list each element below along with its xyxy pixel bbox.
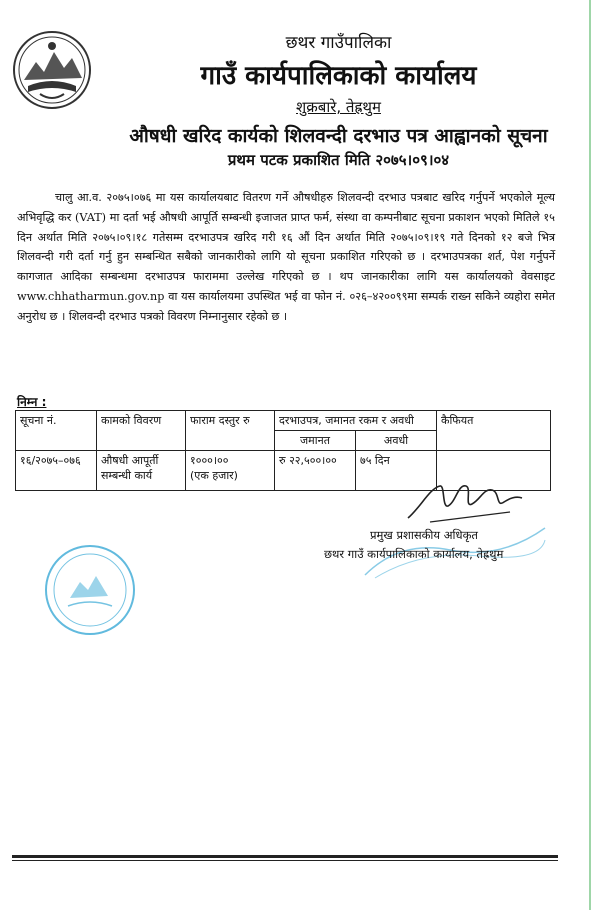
signatory-office: छथर गाउँ कार्यपालिकाको कार्यालय, तेह्रथुम — [324, 547, 504, 561]
cell-form-fee — [186, 451, 275, 491]
notice-paragraph: चालु आ.व. २०७५।०७६ मा यस कार्यालयबाट वितरण गर्ने औषधीहरु शिलवन्दी दरभाउ पत्रबाट खरिद गर्नुपर्ने भएकोले मूल्य अभिवृद्धि कर (VAT) मा दर्ता भई औषधी आपूर्ति सम्बन्धी इजाजत प्राप्त फर्म, संस्था वा कम्पनीबाट सूचना प्रकाशन भएको मितिले १५ दिन अर्थात मिति २०७५।०९।१८ गतेसम्म दरभाउपत्र खरिद गरी १६ औं दिन अर्थात मिति २०७५।०९।१९ गते दिनको १२ बजे भित्र शिलवन्दी गरी दर्ता गर्नु हुन सम्बन्धित सबैको जानकारीको लागि यो सूचना प्रकाशित गरिएको छ । दरभाउपत्रका शर्त, पेश गर्नुपर्ने कागजात आदिका सम्बन्धमा दरभाउपत्र फाराममा उल्लेख गरिएको छ । थप जानकारीका लागि यस कार्यालयको वेवसाइट www.chhatharmun.gov.np वा यस कार्यालयमा उपस्थित भई वा फोन नं. ०२६–४२००९९मा सम्पर्क राख्न सकिने व्यहोरा समेत अनुरोध छ । शिलवन्दी दरभाउ पत्रको विवरण निम्नानुसार रहेको छ । — [17, 191, 555, 323]
office-stamp-left — [40, 540, 140, 640]
cell-work-desc: औषधी आपूर्ती सम्बन्धी कार्य — [97, 451, 186, 491]
cell-notice-no: १६/२०७५–०७६ — [16, 451, 97, 491]
cell-security: रु २२,५००।०० — [275, 451, 356, 491]
header-duration: अवधी — [356, 431, 437, 451]
header-work-desc: कामको विवरण — [97, 411, 186, 451]
cell-duration: ७५ दिन — [356, 451, 437, 491]
header-notice-no: सूचना नं. — [16, 411, 97, 451]
details-label: निम्न : — [17, 395, 47, 409]
form-fee-words: (एक हजार) — [190, 469, 238, 482]
office-name: गाउँ कार्यपालिकाको कार्यालय — [200, 61, 477, 91]
header-form-fee: फाराम दस्तुर रु — [186, 411, 275, 451]
table-header-row — [16, 411, 551, 431]
notice-title: औषधी खरिद कार्यको शिलवन्दी दरभाउ पत्र आह्वानको सूचना — [129, 125, 548, 147]
signatory-title: प्रमुख प्रशासकीय अधिकृत — [370, 528, 478, 542]
header-security: जमानत — [275, 431, 356, 451]
publish-date-line: प्रथम पटक प्रकाशित मिति २०७५।०९।०४ — [227, 151, 450, 169]
signature — [400, 478, 525, 526]
municipality-name: छथर गाउँपालिका — [285, 33, 392, 53]
footer-rule — [12, 855, 558, 861]
header-bid-group: दरभाउपत्र, जमानत रकम र अवधी — [275, 411, 437, 431]
office-location: शुक्रबारे, तेह्रथुम — [296, 98, 381, 116]
header-remarks: कैफियत — [437, 411, 551, 451]
form-fee-value: १०००।०० — [190, 454, 229, 467]
